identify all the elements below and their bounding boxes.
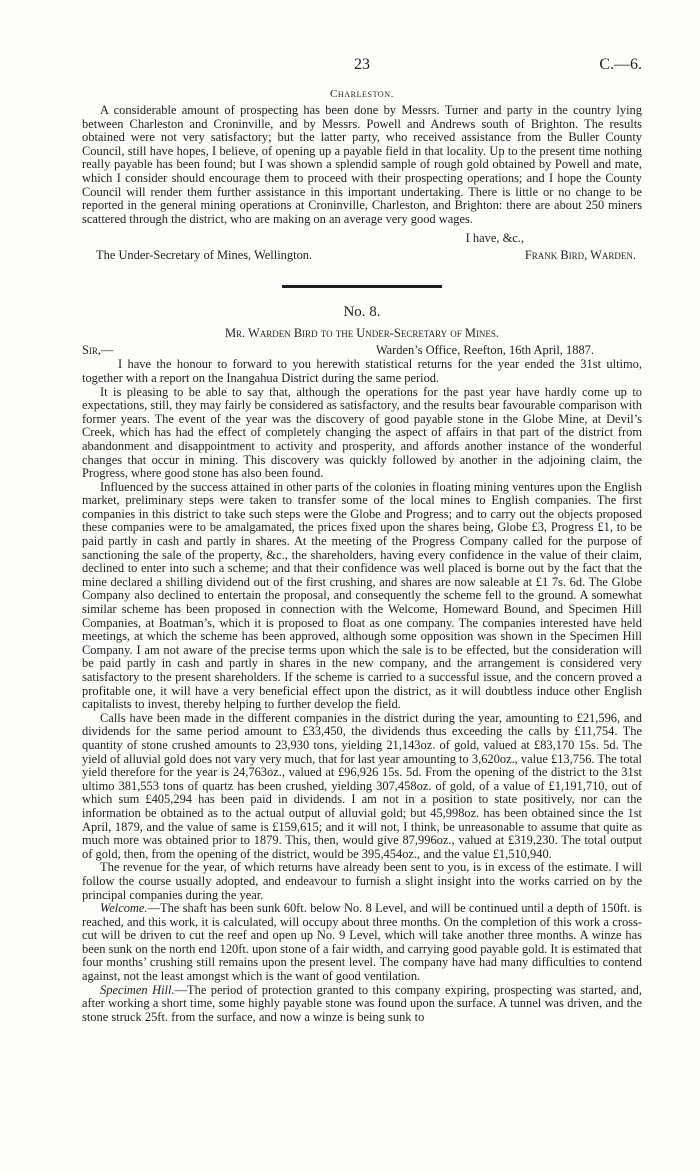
- paragraph-specimen-hill: [82, 984, 642, 1025]
- paragraph-statistics: Calls have been made in the different companies in the district during the year, amounting to £21,596, and dividends for the same period amount to £33,450, the dividends thus exceeding the calls by £11,754. The quantity of stone crushed amounts to 23,930 tons, yielding 21,143oz. of gold, valued at £83,170 15s. 5d. The yield of alluvial gold does not vary very much, that for last year amounting to 3,620oz., value £13,756. The total yield therefore for the year is 24,763oz., valued at £96,926 15s. 5d. From the opening of the district to the 31st ultimo 381,553 tons of quartz has been crushed, yielding 307,458oz. of gold, of a value of £1,191,710, out of which sum £405,294 has been paid in dividends. I am not in a position to state positively, nor can the information be obtained as to the actual output of alluvial gold; but 45,998oz. has been obtained since the 1st April, 1879, and the value of same is £159,615; and it will not, I think, be unreasonable to assume that quite as much more was obtained prior to 1879. This, then, would give 87,996oz., valued at £319,230. The total output of gold, then, from the opening of the district, would be 395,454oz., and the value £1,510,940.: [82, 710, 642, 861]
- signature: Frank Bird, Warden.: [524, 248, 636, 263]
- welcome-text: —The shaft has been sunk 60ft. below No. 8 Level, and will be continued until a depth of 150ft. is reached, and this work, it is calculated, will occupy about three months. On the completion of this work a cross-cut will be driven to cut the reef and open up No. 9 Level, which will take another three months. A winze has been sunk on the north end 120ft. upon stone of a fair width, and carrying good payable gold. It is estimated that four months’ crushing still remains upon the present level. The company have had many difficulties to contend against, not the least amongst which is the want of good ventilation.: [82, 901, 642, 984]
- paragraph-flotation: Influenced by the success attained in other parts of the colonies in floating mining ventures upon the English market, preliminary steps were taken to transfer some of the local mines to English companies. The first companies in this district to take such steps were the Globe and Progress; and to carry out the objects proposed these companies were to be amalgamated, the prices fixed upon the shares being, Globe £3, Progress £1, to be paid partly in cash and partly in shares. At the meeting of the Progress Company called for the purpose of sanctioning the sale of the property, &c., the shareholders, having every confidence in the value of their claim, declined to enter into such a scheme; and that their confidence was well placed is borne out by the fact that the mine declared a shilling dividend out of the first crushing, and shares are now saleable at £1 7s. 6d. The Globe Company also declined to entertain the proposal, and consequently the scheme fell to the ground. A somewhat similar scheme has been proposed in connection with the Welcome, Homeward Bound, and Specimen Hill Companies, at Boatman’s, which it is proposed to float as one company. The companies interested have held meetings, at which the scheme has been approved, although some opposition was shown in the Specimen Hill Company. I am not aware of the precise terms upon which the sale is to be effected, but the consideration will be paid partly in cash and partly in shares in the new company, and the arrangement is considered very satisfactory to the present shareholders. If the scheme is carried to a successful issue, and the concern proved a profitable one, it will have a very beneficial effect upon the district, as it will doubtless induce other English capitalists to invest, thereby helping to further develop the field.: [82, 479, 642, 712]
- paragraph-welcome: [82, 902, 642, 984]
- addressee: The Under-Secretary of Mines, Wellington.: [96, 248, 313, 263]
- document-reference: C.—6.: [599, 56, 642, 73]
- paragraph-intro: I have the honour to forward to you herewith statistical returns for the year ended the 31st ultimo, together with a report on the Inangahua District during the same period.: [82, 357, 642, 385]
- letter-dateline: Warden’s Office, Reefton, 16th April, 1887.: [375, 343, 594, 358]
- paragraph-discovery: It is pleasing to be able to say that, although the operations for the past year have hardly come up to expectations, still, they may fairly be considered as satisfactory, and the results bear favourable comparison with former years. The event of the year was the discovery of good payable stone in the Globe Mine, at Devil’s Creek, which has had the effect of completely changing the aspect of affairs in that part of the district from abandonment and disappointment to activity and prosperity, and affords another instance of the wonderful changes that occur in mining. This discovery was quickly followed by another in the adjoining claim, the Progress, where good stone has also been found.: [82, 384, 642, 481]
- paragraph-revenue: The revenue for the year, of which returns have already been sent to you, is in excess of the estimate. I will follow the course usually adopted, and endeavour to furnish a slight insight into the works carried on by the principal companies during the year.: [82, 860, 642, 902]
- signature-row: [82, 248, 642, 263]
- salutation: Sir,—: [82, 343, 114, 358]
- letter-title: Mr. Warden Bird to the Under-Secretary of Mines.: [224, 326, 500, 341]
- section-heading-charleston: Charleston.: [329, 88, 395, 100]
- welcome-label: Welcome.: [100, 901, 148, 916]
- charleston-paragraph: A considerable amount of prospecting has been done by Messrs. Turner and party in the country lying between Charleston and Croninville, and by Messrs. Powell and Andrews south of Brighton. The results obtained were not very satisfactory; but the latter party, who received assistance from the Buller County Council, still have hopes, I believe, of opening up a payable field in that locality. Up to the present time nothing really payable has been found; but I was shown a splendid sample of rough gold obtained by Powell and mate, which I consider should encourage them to proceed with their prospecting operations; and I hope the County Council will render them further assistance in this important undertaking. There is little or no change to be reported in the general mining operations at Croninville, Charleston, and Brighton: there are about 250 miners scattered through the district, who are making on an average very good wages.: [82, 103, 642, 226]
- specimen-hill-label: Specimen Hill.: [100, 982, 175, 997]
- page-header: [82, 56, 642, 78]
- closing-line: I have, &c.,: [465, 231, 524, 246]
- specimen-hill-text: —The period of protection granted to this company expiring, prospecting was started, and, after working a short time, some highly payable stone was found upon the surface. A tunnel was driven, and the stone struck 25ft. from the surface, and now a winze is being sunk to: [82, 982, 642, 1024]
- section-divider: [282, 285, 442, 288]
- salutation-row: [82, 343, 642, 358]
- letter-number: No. 8.: [343, 304, 381, 321]
- page-number: 23: [354, 56, 370, 73]
